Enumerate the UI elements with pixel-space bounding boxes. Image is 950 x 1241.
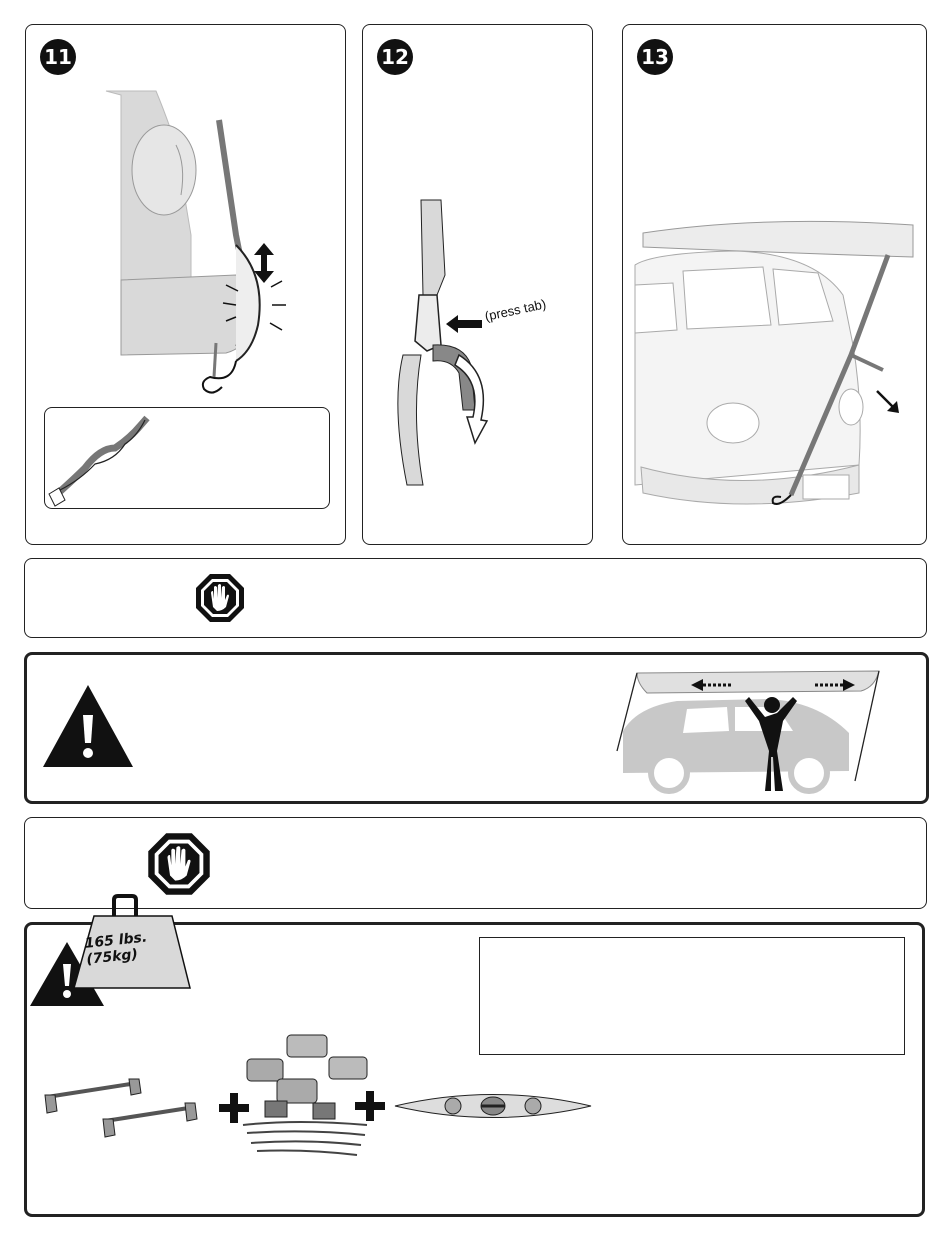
step-13-illustration: [623, 25, 928, 546]
step-12-illustration: [363, 25, 594, 546]
step-11-badge: 11: [40, 39, 76, 75]
press-arrow-icon: [446, 315, 482, 333]
capacity-note-box: [479, 937, 905, 1055]
pull-arrow-icon: [875, 389, 905, 419]
stop-hand-icon: [195, 573, 245, 623]
roof-rack-bars-illustration: [41, 1073, 191, 1143]
weight-lbs: 165 lbs.: [84, 929, 148, 952]
press-tab-callout: (press tab): [483, 296, 548, 324]
kayak-illustration: [393, 1089, 593, 1123]
warning-panel: [24, 652, 929, 804]
stop-notice-1: [24, 558, 927, 638]
weight-capacity-text: [84, 929, 150, 967]
double-arrow-icon: [252, 243, 276, 283]
step-12-panel: [362, 24, 593, 545]
twisted-strap-illustration: [45, 408, 329, 508]
weight-kg: (75kg): [85, 946, 139, 968]
step-13-panel: [622, 24, 927, 545]
stop-hand-icon: [147, 832, 211, 896]
plus-icon: [355, 1091, 385, 1121]
step-13-badge: 13: [637, 39, 673, 75]
car-loading-illustration: [617, 661, 907, 801]
warning-triangle-icon: [43, 685, 133, 767]
step-12-badge: 12: [377, 39, 413, 75]
twisted-strap-inset: [44, 407, 330, 509]
step-11-panel: [25, 24, 346, 545]
